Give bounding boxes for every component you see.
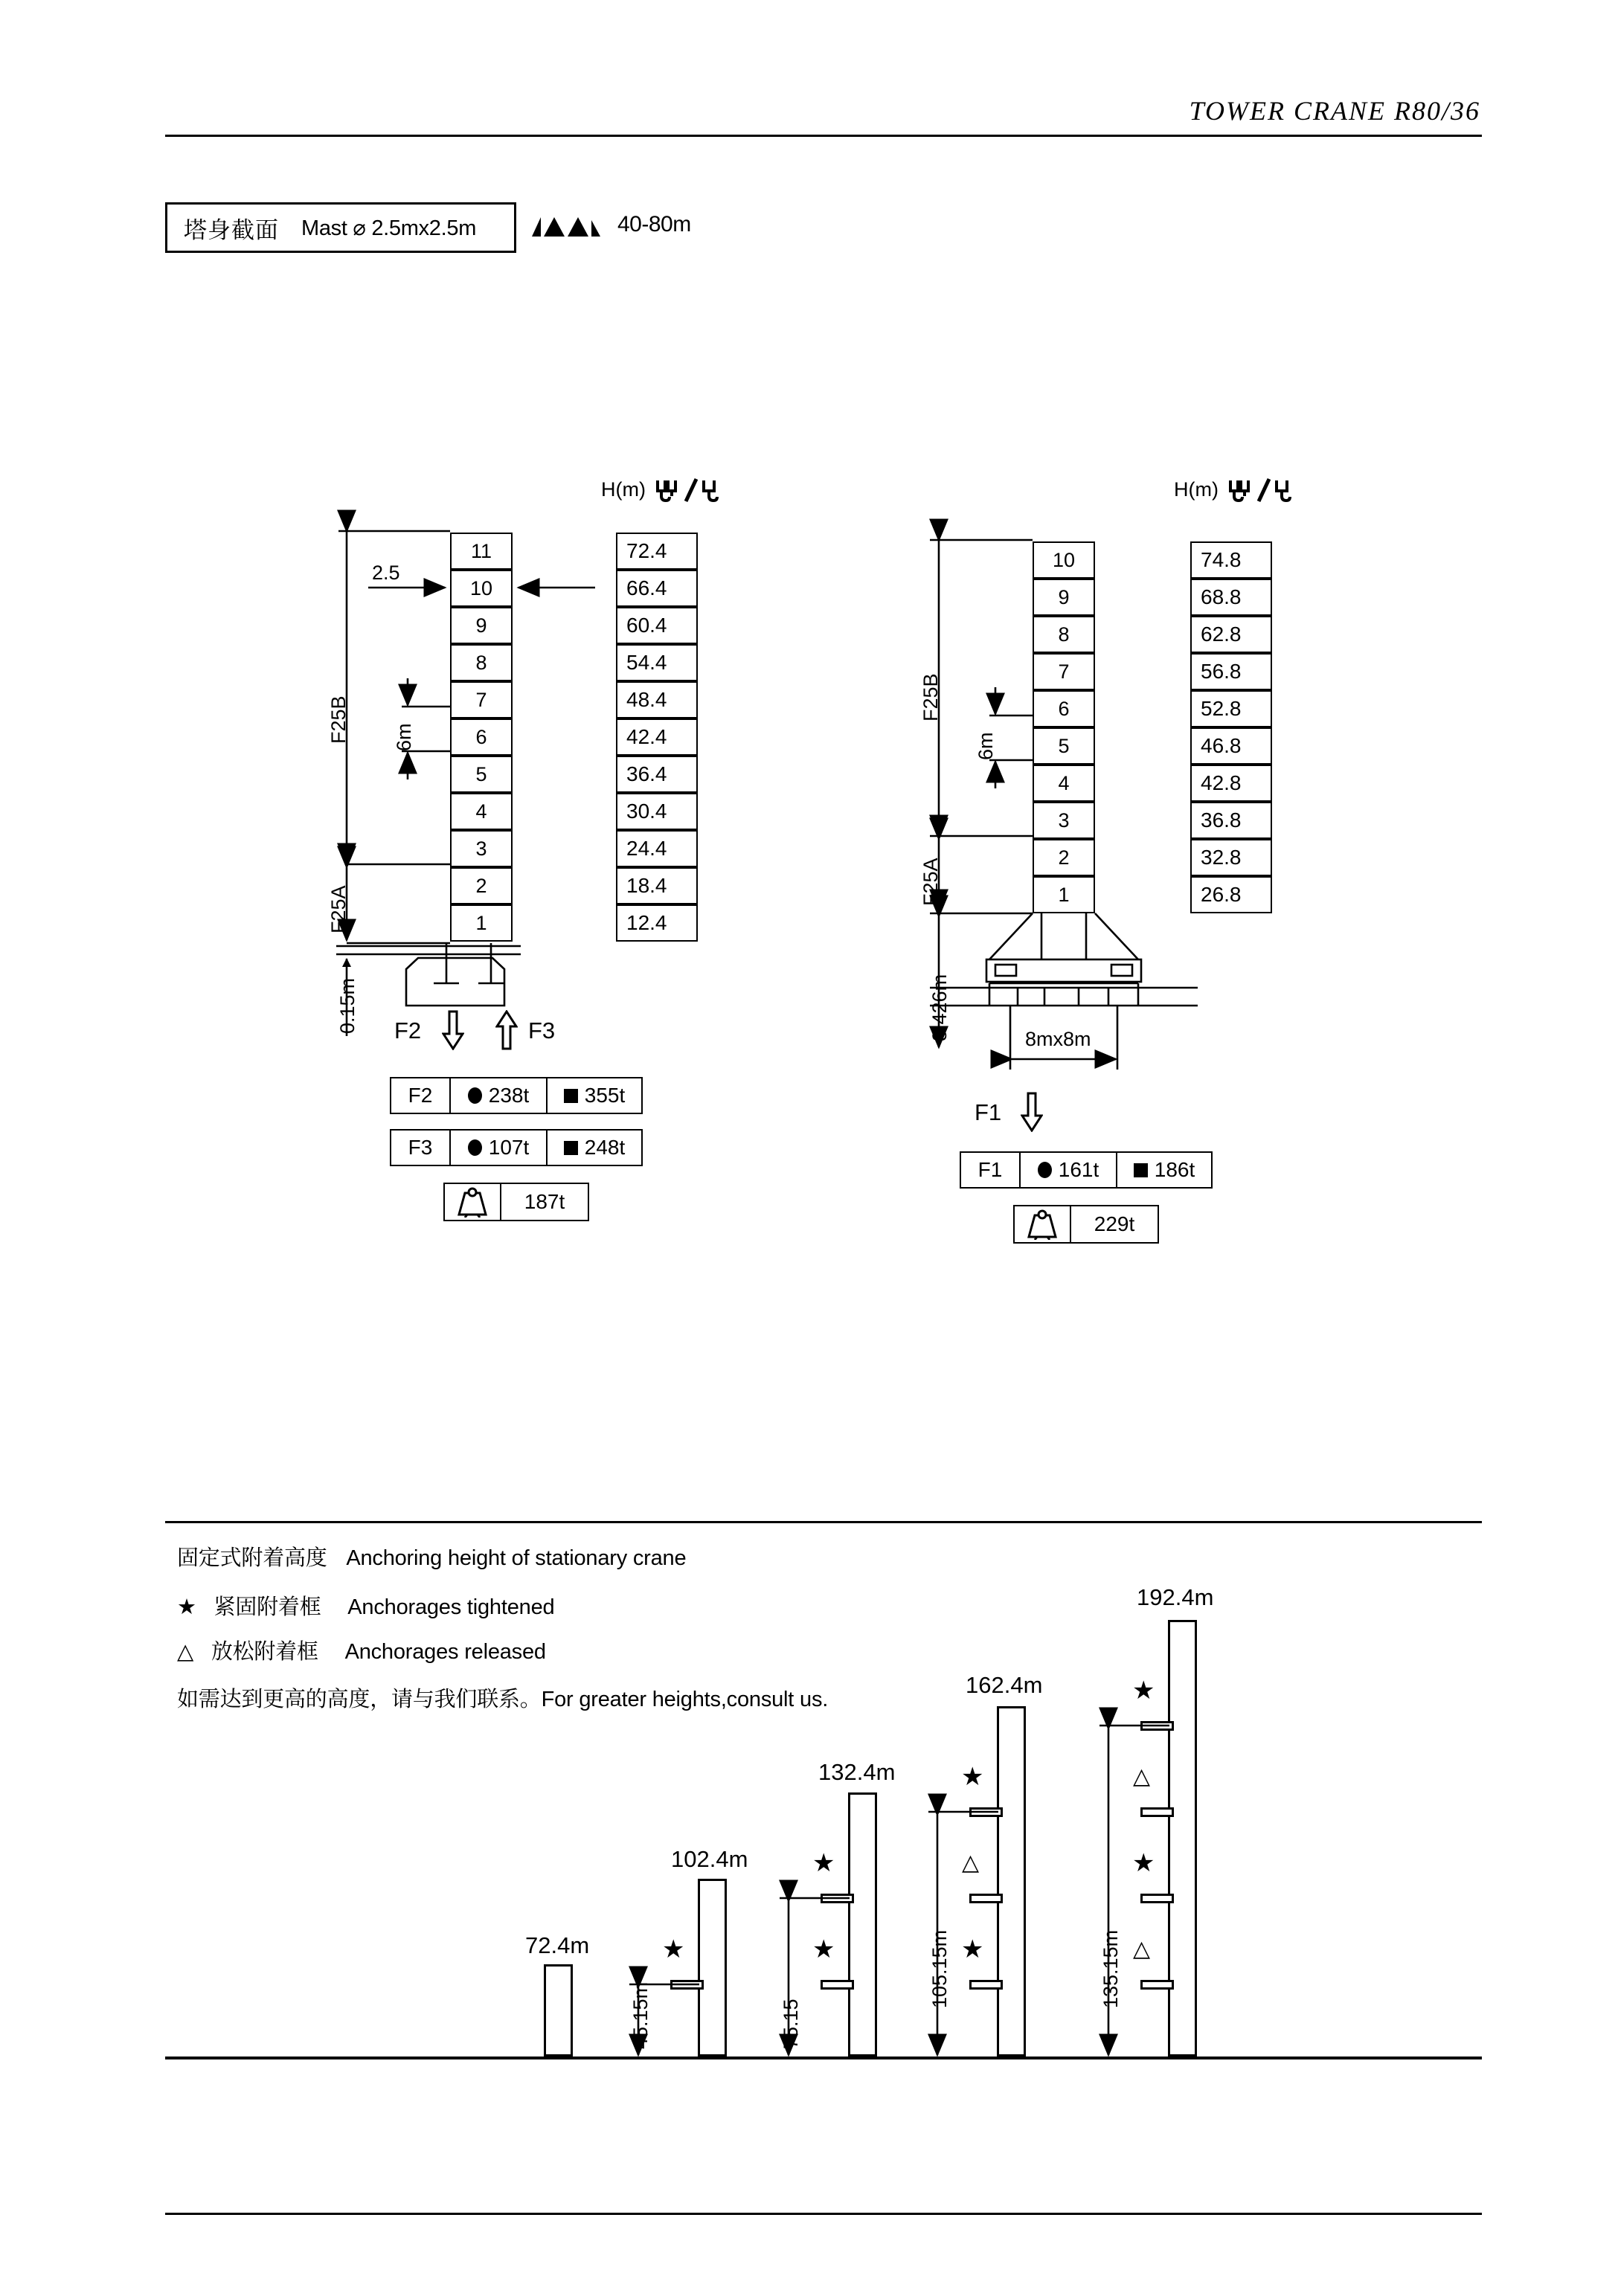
mast-section: 3 <box>1033 802 1095 839</box>
force-round-value: 107t <box>488 1136 530 1159</box>
left-section-dim: 6m <box>393 723 415 751</box>
height-cell: 42.4 <box>616 718 698 756</box>
height-cell: 32.8 <box>1190 839 1272 876</box>
height-cell: 18.4 <box>616 867 698 904</box>
anchoring-title-cn: 固定式附着高度 <box>177 1546 327 1570</box>
mast-section: 6 <box>1033 690 1095 727</box>
legend-star-en: Anchorages tightened <box>347 1595 555 1619</box>
mast-section: 5 <box>1033 727 1095 765</box>
ballast-weight: 229t <box>1094 1212 1135 1235</box>
right-section-dim: 6m <box>975 732 997 760</box>
triangle-icon: △ <box>177 1640 194 1664</box>
mast-section: 11 <box>450 533 513 570</box>
height-cell: 68.8 <box>1190 579 1272 616</box>
legend-star-cn: 紧固附着框 <box>214 1595 321 1619</box>
mast-section-label-en: Mast ⌀ 2.5mx2.5m <box>301 216 477 240</box>
legend-triangle-cn: 放松附着框 <box>211 1640 318 1664</box>
force-square-value: 186t <box>1154 1158 1195 1181</box>
height-cell: 56.8 <box>1190 653 1272 690</box>
left-table-header-h: H(m) <box>601 478 646 501</box>
left-base-dim: 0.15m <box>336 977 359 1034</box>
force-square-value: 248t <box>584 1136 626 1159</box>
bar-label: 102.4m <box>671 1846 748 1872</box>
mast-section: 1 <box>450 904 513 942</box>
mast-height-range: 40-80m <box>617 212 691 237</box>
mast-section: 5 <box>450 756 513 793</box>
force-round-value: 161t <box>1058 1158 1099 1181</box>
height-cell: 42.8 <box>1190 765 1272 802</box>
anchoring-note: 如需达到更高的高度，请与我们联系。For greater heights,consult us. <box>177 1688 829 1711</box>
force-round-value: 238t <box>488 1084 530 1107</box>
left-upper-mast-label: F25B <box>327 695 350 744</box>
free-height-label: 75.15 <box>780 1998 802 2049</box>
free-height-label: 45.15m <box>629 1981 652 2049</box>
bar-label: 132.4m <box>818 1759 896 1785</box>
ground-line <box>165 2057 1482 2059</box>
force-name: F3 <box>391 1131 451 1165</box>
star-icon: ★ <box>961 1935 984 1964</box>
height-cell: 24.4 <box>616 830 698 867</box>
mast-section: 1 <box>1033 876 1095 913</box>
height-cell: 72.4 <box>616 533 698 570</box>
mast-section: 8 <box>450 644 513 681</box>
bar-label: 72.4m <box>525 1932 590 1958</box>
free-height-label: 135.15m <box>1099 1929 1122 2008</box>
mast-section: 7 <box>450 681 513 718</box>
force-name: F2 <box>391 1078 451 1113</box>
mast-section: 7 <box>1033 653 1095 690</box>
force-name: F1 <box>961 1153 1021 1187</box>
height-cell: 74.8 <box>1190 541 1272 579</box>
left-width-dim: 2.5 <box>372 562 400 584</box>
foundation-dim: 8mx8m <box>1025 1028 1091 1050</box>
triangle-icon: △ <box>1133 1764 1151 1789</box>
right-table-header-h: H(m) <box>1174 478 1219 501</box>
mast-section: 3 <box>450 830 513 867</box>
mast-section-label-cn: 塔身截面 <box>184 216 279 243</box>
star-icon: ★ <box>961 1763 984 1791</box>
bar-label: 192.4m <box>1137 1584 1214 1610</box>
free-height-label: 105.15m <box>928 1929 951 2008</box>
mast-section: 9 <box>450 607 513 644</box>
anchoring-title-en: Anchoring height of stationary crane <box>346 1546 687 1570</box>
height-cell: 48.4 <box>616 681 698 718</box>
ballast-weight: 187t <box>524 1190 565 1213</box>
star-icon: ★ <box>177 1595 196 1619</box>
height-cell: 36.8 <box>1190 802 1272 839</box>
right-upper-mast-label: F25B <box>919 673 942 721</box>
force-f1-label: F1 <box>975 1099 1002 1125</box>
legend-triangle-en: Anchorages released <box>344 1640 546 1664</box>
right-base-dim: 8.426m <box>928 974 951 1041</box>
mast-section: 10 <box>1033 541 1095 579</box>
mast-section: 2 <box>1033 839 1095 876</box>
mast-section: 6 <box>450 718 513 756</box>
height-cell: 46.8 <box>1190 727 1272 765</box>
mast-section: 4 <box>1033 765 1095 802</box>
height-cell: 30.4 <box>616 793 698 830</box>
height-cell: 12.4 <box>616 904 698 942</box>
footer-rule <box>165 2213 1482 2215</box>
left-lower-mast-label: F25A <box>327 885 350 933</box>
mast-section: 4 <box>450 793 513 830</box>
mast-section: 9 <box>1033 579 1095 616</box>
force-f3-label: F3 <box>528 1017 556 1044</box>
bar-label: 162.4m <box>966 1672 1043 1698</box>
height-cell: 54.4 <box>616 644 698 681</box>
height-cell: 60.4 <box>616 607 698 644</box>
mast-section: 8 <box>1033 616 1095 653</box>
triangle-icon: △ <box>1133 1937 1151 1961</box>
star-icon: ★ <box>662 1935 685 1964</box>
height-cell: 66.4 <box>616 570 698 607</box>
height-cell: 26.8 <box>1190 876 1272 913</box>
page-title: TOWER CRANE R80/36 <box>1189 96 1480 126</box>
height-cell: 52.8 <box>1190 690 1272 727</box>
mast-section: 2 <box>450 867 513 904</box>
star-icon: ★ <box>1132 1676 1155 1705</box>
height-cell: 62.8 <box>1190 616 1272 653</box>
star-icon: ★ <box>812 1935 835 1964</box>
force-square-value: 355t <box>584 1084 626 1107</box>
right-lower-mast-label: F25A <box>919 858 942 906</box>
height-cell: 36.4 <box>616 756 698 793</box>
star-icon: ★ <box>1132 1849 1155 1877</box>
triangle-icon: △ <box>962 1850 980 1875</box>
mast-section: 10 <box>450 570 513 607</box>
force-f2-label: F2 <box>394 1017 422 1044</box>
star-icon: ★ <box>812 1849 835 1877</box>
